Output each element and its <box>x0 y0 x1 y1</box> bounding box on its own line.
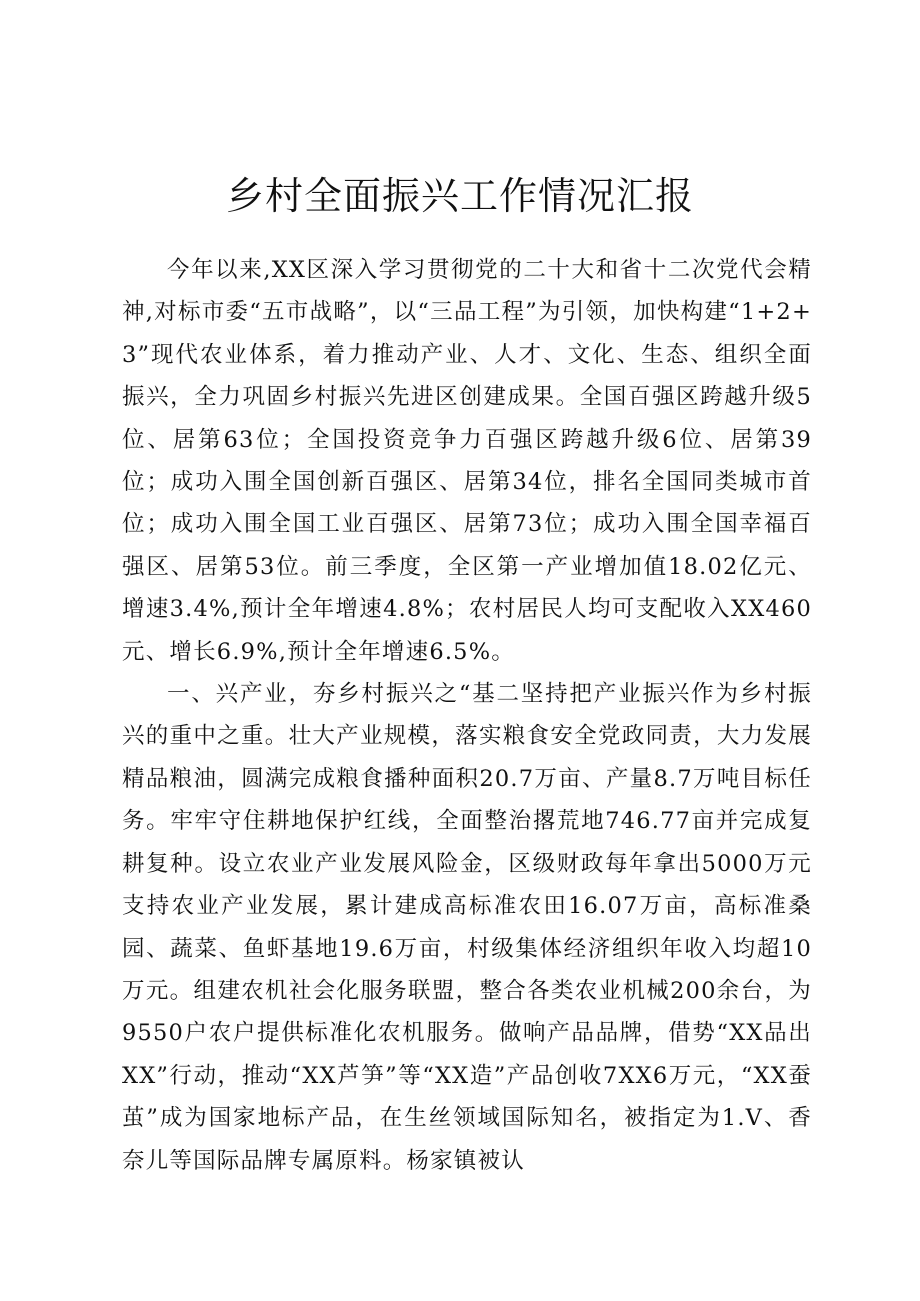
document-body <box>122 249 812 1182</box>
paragraph-intro: 今年以来,XX区深入学习贯彻党的二十大和省十二次党代会精神,对标市委“五市战略”，以“三品工程”为引领，加快构建“1+2+3”现代农业体系，着力推动产业、人才、文化、生态、组织全面振兴，全力巩固乡村振兴先进区创建成果。全国百强区跨越升级5位、居第63位；全国投资竞争力百强区跨越升级6位、居第39位；成功入围全国创新百强区、居第34位，排名全国同类城市首位；成功入围全国工业百强区、居第73位；成功入围全国幸福百强区、居第53位。前三季度，全区第一产业增加值18.02亿元、增速3.4%,预计全年增速4.8%；农村居民人均可支配收入XX460元、增长6.9%,预计全年增速6.5%。 <box>122 257 812 665</box>
document-title: 乡村全面振兴工作情况汇报 <box>225 174 694 218</box>
paragraph-section-one: 一、兴产业，夯乡村振兴之“基二坚持把产业振兴作为乡村振兴的重中之重。壮大产业规模，落实粮食安全党政同责，大力发展精品粮油，圆满完成粮食播种面积20.7万亩、产量8.7万吨目标任务。牢牢守住耕地保护红线，全面整治撂荒地746.77亩并完成复耕复种。设立农业产业发展风险金，区级财政每年拿出5000万元支持农业产业发展，累计建成高标准农田16.07万亩，高标准桑园、蔬菜、鱼虾基地19.6万亩，村级集体经济组织年收入均超10万元。组建农机社会化服务联盟，整合各类农业机械200余台，为9550户农户提供标准化农机服务。做响产品品牌，借势“XX品出XX”行动，推动“XX芦笋”等“XX造”产品创收7XX6万元，“XX蚕茧”成为国家地标产品，在生丝领域国际知名，被指定为1.V、香奈儿等国际品牌专属原料。杨家镇被认 <box>122 681 812 1174</box>
